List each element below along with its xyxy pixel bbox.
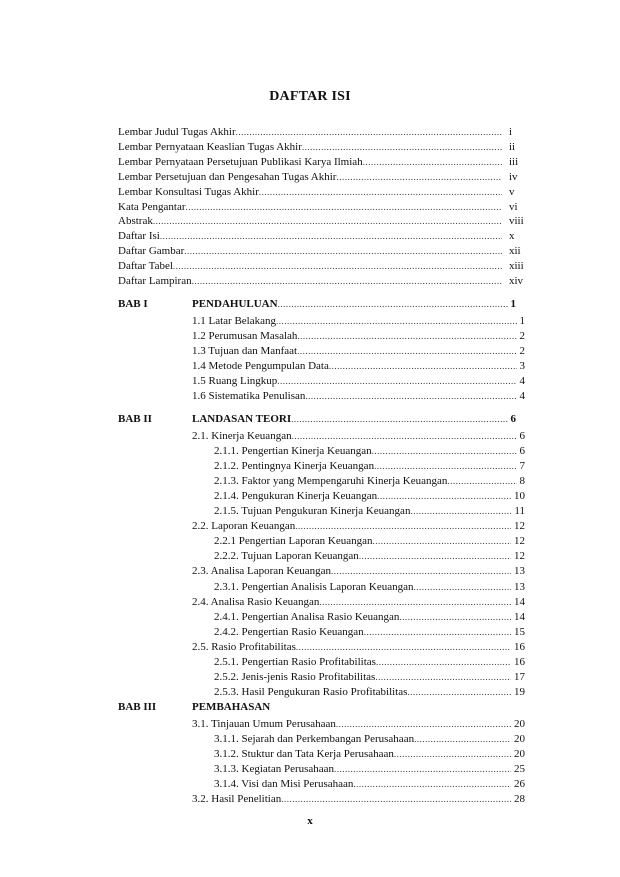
toc-entry-label: Lembar Judul Tugas Akhir [118, 126, 236, 138]
toc-entry-label: Daftar Gambar [118, 245, 185, 258]
toc-entry-label: 1.4 Metode Pengumpulan Data [192, 359, 329, 372]
chapter-label: BAB III [118, 701, 157, 713]
toc-section-entry [192, 344, 525, 358]
dot-leader [410, 504, 511, 518]
dot-leader [414, 732, 511, 746]
chapter-entry [192, 412, 516, 426]
dot-leader [160, 229, 502, 243]
toc-entry-label: 2.4.1. Pengertian Analisa Rasio Keuangan [214, 610, 400, 623]
toc-entry-label: 3.2. Hasil Penelitian [192, 793, 282, 805]
toc-subsection-entry [214, 610, 525, 624]
dot-leader [374, 459, 516, 473]
toc-entry-page: 14 [514, 595, 525, 608]
dot-leader [173, 259, 502, 273]
toc-entry [118, 140, 502, 154]
dot-leader [373, 534, 511, 548]
toc-subsection-entry [214, 580, 525, 594]
toc-entry-page: 8 [519, 474, 525, 487]
toc-entry-page: 6 [510, 413, 516, 425]
dot-leader [291, 412, 507, 426]
toc-section-entry [192, 359, 525, 373]
toc-entry-page: 6 [519, 429, 525, 442]
dot-leader [297, 329, 516, 343]
dot-leader [364, 625, 511, 639]
dot-leader [399, 610, 511, 624]
toc-entry-label: 2.1.3. Faktor yang Mempengaruhi Kinerja Keuangan [214, 474, 448, 487]
toc-entry-label: 3.1.2. Stuktur dan Tata Kerja Perusahaan [214, 747, 394, 760]
toc-entry-label: Lembar Persetujuan dan Pengesahan Tugas Akhir [118, 170, 337, 183]
dot-leader [336, 717, 511, 731]
dot-leader [295, 519, 511, 533]
toc-entry-label: Daftar Lampiran [118, 275, 192, 287]
toc-entry-page: 26 [514, 777, 525, 790]
dot-leader [276, 314, 517, 328]
chapter-label: BAB II [118, 413, 152, 425]
toc-entry-label: Kata Pengantar [118, 200, 186, 213]
toc-entry-page: 1 [519, 314, 525, 327]
toc-entry-page: 16 [514, 640, 525, 653]
toc-entry-label: Abstrak [118, 215, 153, 228]
toc-entry-page: 13 [514, 565, 525, 578]
toc-section-entry [192, 564, 525, 578]
toc-section-entry [192, 389, 525, 403]
toc-entry-page: 12 [514, 520, 525, 533]
toc-subsection-entry [214, 685, 525, 699]
dot-leader [259, 185, 502, 199]
dot-leader [334, 762, 511, 776]
toc-subsection-entry [214, 777, 525, 791]
toc-entry-page: xii [509, 245, 521, 258]
toc-entry-label: Daftar Tabel [118, 260, 173, 273]
toc-entry-label: 1.1 Latar Belakang [192, 314, 276, 327]
page-title: DAFTAR ISI [269, 89, 351, 104]
dot-leader [305, 389, 516, 403]
toc-subsection-entry [214, 625, 525, 639]
dot-leader [413, 580, 511, 594]
toc-entry-label: 3.1.3. Kegiatan Perusahaan [214, 762, 335, 775]
dot-leader [372, 444, 517, 458]
toc-entry [118, 200, 502, 214]
toc-section-entry [192, 519, 525, 533]
toc-entry-page: 28 [514, 793, 525, 805]
toc-section-entry [192, 374, 525, 388]
toc-entry-label: 2.1. Kinerja Keuangan [192, 429, 292, 442]
toc-entry-label: 2.1.2. Pentingnya Kinerja Keuangan [214, 459, 375, 472]
toc-entry-label: 2.1.1. Pengertian Kinerja Keuangan [214, 444, 372, 457]
dot-leader [296, 640, 511, 654]
toc-subsection-entry [214, 474, 525, 488]
toc-entry [118, 274, 502, 288]
toc-entry-page: xiv [509, 275, 524, 287]
dot-leader [447, 474, 516, 488]
toc-section-entry [192, 717, 525, 731]
toc-entry-page: 14 [514, 610, 525, 623]
dot-leader [281, 792, 511, 806]
toc-entry-page: 17 [514, 671, 525, 684]
toc-entry-page: 19 [514, 686, 525, 699]
toc-entry-label: 3.1.4. Visi dan Misi Perusahaan [214, 777, 354, 790]
toc-entry-page: 1 [510, 298, 516, 310]
toc-subsection-entry [214, 549, 525, 563]
toc-entry-label: 2.2. Laporan Keuangan [192, 520, 296, 533]
toc-subsection-entry [214, 489, 525, 503]
dot-leader [363, 155, 502, 169]
toc-subsection-entry [214, 534, 525, 548]
toc-entry [118, 170, 502, 184]
toc-entry-page: ii [509, 140, 516, 153]
toc-section-entry [192, 429, 525, 443]
toc-entry-page: 4 [519, 390, 525, 402]
toc-entry-label: 1.2 Perumusan Masalah [192, 329, 298, 342]
toc-subsection-entry [214, 655, 525, 669]
dot-leader [359, 549, 511, 563]
toc-entry-label: Lembar Konsultasi Tugas Akhir [118, 185, 259, 198]
toc-subsection-entry [214, 732, 525, 746]
toc-entry-page: 15 [514, 625, 525, 638]
toc-entry-label: 2.4.2. Pengertian Rasio Keuangan [214, 625, 364, 638]
toc-entry-page: 13 [514, 580, 525, 593]
dot-leader [336, 170, 502, 184]
dot-leader [302, 140, 502, 154]
chapter-label: BAB I [118, 298, 148, 310]
toc-entry-page: iii [509, 155, 519, 168]
toc-entry-page: 4 [519, 374, 525, 387]
toc-entry-page: 3 [519, 359, 525, 372]
toc-entry-label: PENDAHULUAN [192, 298, 278, 310]
toc-entry-page: iv [509, 170, 518, 183]
dot-leader [153, 214, 502, 228]
toc-entry [118, 125, 502, 139]
toc-entry-label: 2.1.4. Pengukuran Kinerja Keuangan [214, 489, 378, 502]
toc-entry-page: 20 [514, 747, 525, 760]
dot-leader [278, 297, 508, 311]
dot-leader [319, 595, 511, 609]
dot-leader [375, 670, 511, 684]
toc-entry [118, 229, 502, 243]
toc-entry-page: 7 [519, 459, 525, 472]
toc-entry-page: 25 [514, 762, 525, 775]
toc-entry-page: 11 [514, 505, 525, 517]
toc-entry-page: 16 [514, 656, 525, 668]
toc-subsection-entry [214, 444, 525, 458]
toc-entry [118, 214, 502, 228]
toc-entry-page: v [509, 185, 515, 198]
toc-entry-label: PEMBAHASAN [192, 701, 271, 713]
toc-entry-label: 2.5.1. Pengertian Rasio Profitabilitas [214, 656, 376, 668]
toc-section-entry [192, 314, 525, 328]
toc-entry-label: 2.3.1. Pengertian Analisis Laporan Keuangan [214, 580, 414, 593]
toc-entry-label: 3.1.1. Sejarah dan Perkembangan Perusahaan [214, 732, 415, 745]
page-number-footer: x [307, 815, 313, 827]
toc-entry-page: i [509, 126, 513, 138]
toc-entry-page: 20 [514, 732, 525, 745]
toc-entry-label: 2.5.3. Hasil Pengukuran Rasio Profitabilitas [214, 686, 408, 699]
dot-leader [184, 244, 502, 258]
toc-section-entry [192, 595, 525, 609]
toc-entry [118, 259, 502, 273]
chapter-entry [192, 700, 270, 714]
toc-entry-page: 20 [514, 717, 525, 730]
toc-entry-label: 3.1. Tinjauan Umum Perusahaan [192, 717, 336, 730]
toc-entry-label: 2.5. Rasio Profitabilitas [192, 640, 296, 653]
toc-entry-page: viii [509, 215, 524, 228]
toc-entry-page: 12 [514, 535, 525, 548]
dot-leader [292, 429, 517, 443]
dot-leader [376, 655, 511, 669]
dot-leader [186, 200, 503, 214]
toc-entry [118, 185, 502, 199]
toc-entry-label: 2.2.2. Tujuan Laporan Keuangan [214, 550, 359, 563]
dot-leader [236, 125, 502, 139]
toc-entry-label: 2.5.2. Jenis-jenis Rasio Profitabilitas [214, 671, 376, 684]
toc-subsection-entry [214, 504, 525, 518]
toc-entry-label: 1.3 Tujuan dan Manfaat [192, 344, 298, 357]
toc-entry-page: x [509, 230, 515, 243]
toc-entry-page: 12 [514, 550, 525, 563]
dot-leader [297, 344, 516, 358]
dot-leader [377, 489, 511, 503]
toc-subsection-entry [214, 459, 525, 473]
toc-entry-label: 2.2.1 Pengertian Laporan Keuangan [214, 535, 373, 548]
toc-entry [118, 244, 502, 258]
toc-section-entry [192, 640, 525, 654]
toc-entry-label: Lembar Pernyataan Keaslian Tugas Akhir [118, 140, 302, 153]
toc-subsection-entry [214, 747, 525, 761]
toc-entry-label: 2.4. Analisa Rasio Keuangan [192, 595, 320, 608]
chapter-entry [192, 297, 516, 311]
dot-leader [407, 685, 511, 699]
toc-entry-label: 1.5 Ruang Lingkup [192, 374, 278, 387]
toc-entry-page: 6 [519, 444, 525, 457]
dot-leader [331, 564, 511, 578]
dot-leader [353, 777, 511, 791]
toc-entry-label: 2.3. Analisa Laporan Keuangan [192, 565, 331, 578]
toc-subsection-entry [214, 762, 525, 776]
toc-entry-label: Lembar Pernyataan Persetujuan Publikasi Karya Ilmiah [118, 155, 363, 168]
toc-section-entry [192, 792, 525, 806]
toc-entry-label: LANDASAN TEORI [192, 413, 292, 425]
toc-entry-page: 2 [519, 344, 525, 357]
toc-entry-page: xiii [509, 260, 524, 273]
toc-entry [118, 155, 502, 169]
toc-subsection-entry [214, 670, 525, 684]
dot-leader [329, 359, 517, 373]
dot-leader [277, 374, 516, 388]
toc-section-entry [192, 329, 525, 343]
dot-leader [394, 747, 511, 761]
toc-entry-label: Daftar Isi [118, 230, 160, 243]
dot-leader [192, 274, 502, 288]
toc-entry-page: 10 [514, 489, 525, 502]
toc-entry-page: vi [509, 200, 518, 213]
toc-entry-page: 2 [519, 329, 525, 342]
toc-entry-label: 2.1.5. Tujuan Pengukuran Kinerja Keuangan [214, 505, 411, 517]
toc-entry-label: 1.6 Sistematika Penulisan [192, 390, 306, 402]
